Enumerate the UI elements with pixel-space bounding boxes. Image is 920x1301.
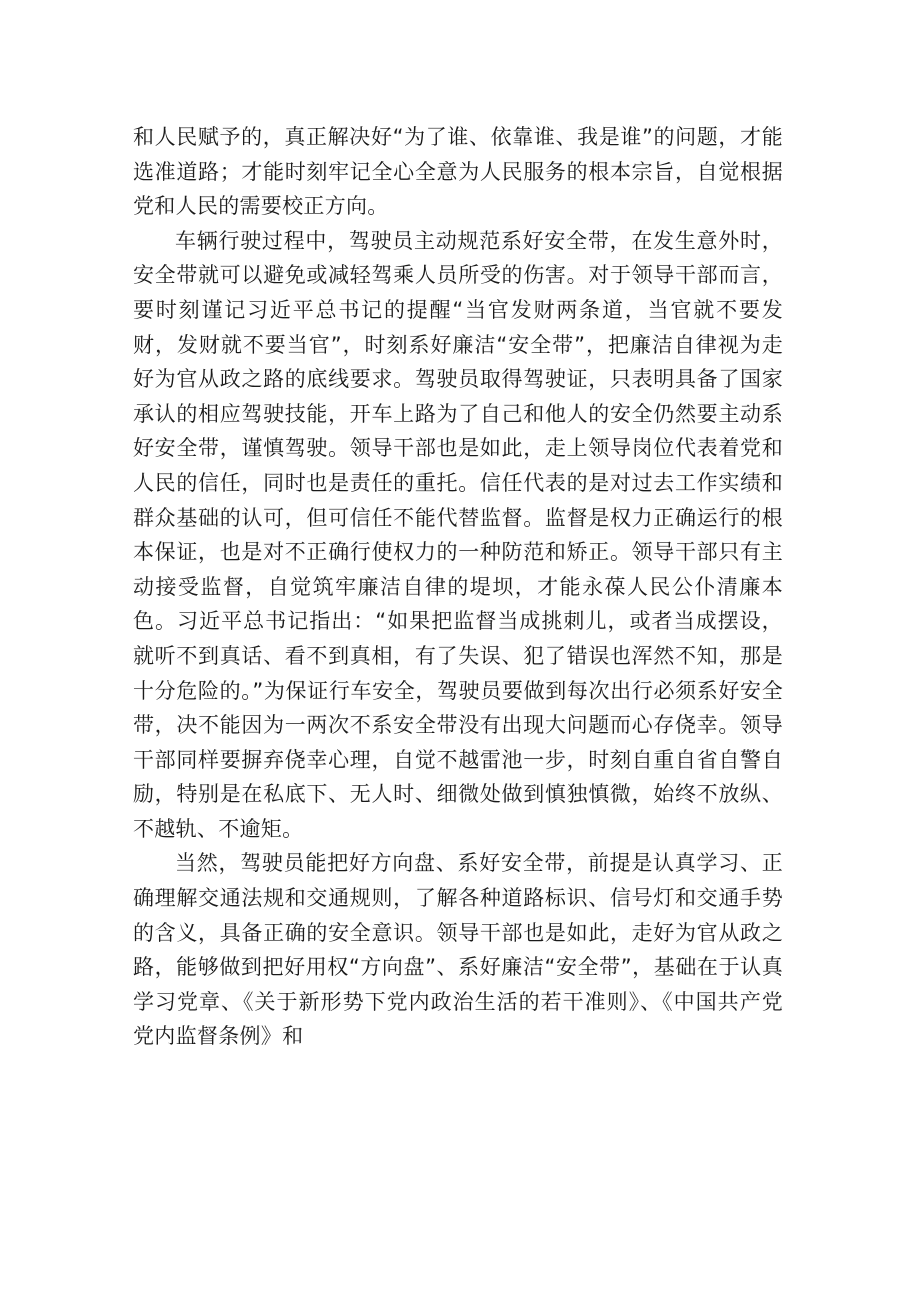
document-body [133, 120, 783, 1054]
paragraph-3: 当然，驾驶员能把好方向盘、系好安全带，前提是认真学习、正确理解交通法规和交通规则，了解各种道路标识、信号灯和交通手势的含义，具备正确的安全意识。领导干部也是如此，走好为官从政之路，能够做到把好用权“方向盘”、系好廉洁“安全带”，基础在于认真学习党章、《关于新形势下党内政治生活的若干准则》、《中国共产党党内监督条例》和 [133, 851, 783, 1049]
paragraph-2: 车辆行驶过程中，驾驶员主动规范系好安全带，在发生意外时，安全带就可以避免或减轻驾乘人员所受的伤害。对于领导干部而言，要时刻谨记习近平总书记的提醒“当官发财两条道，当官就不要发财，发财就不要当官”，时刻系好廉洁“安全带”，把廉洁自律视为走好为官从政之路的底线要求。驾驶员取得驾驶证，只表明具备了国家承认的相应驾驶技能，开车上路为了自己和他人的安全仍然要主动系好安全带，谨慎驾驶。领导干部也是如此，走上领导岗位代表着党和人民的信任，同时也是责任的重托。信任代表的是对过去工作实绩和群众基础的认可，但可信任不能代替监督。监督是权力正确运行的根本保证，也是对不正确行使权力的一种防范和矫正。领导干部只有主动接受监督，自觉筑牢廉洁自律的堤坝，才能永葆人民公仆清廉本色。习近平总书记指出：“如果把监督当成挑刺儿，或者当成摆设，就听不到真话、看不到真相，有了失误、犯了错误也浑然不知，那是十分危险的。”为保证行车安全，驾驶员要做到每次出行必须系好安全带，决不能因为一两次不系安全带没有出现大问题而心存侥幸。领导干部同样要摒弃侥幸心理，自觉不越雷池一步，时刻自重自省自警自励，特别是在私底下、无人时、细微处做到慎独慎微，始终不放纵、不越轨、不逾矩。 [133, 228, 783, 841]
paragraph-1: 和人民赋予的，真正解决好“为了谁、依靠谁、我是谁”的问题，才能选准道路；才能时刻牢记全心全意为人民服务的根本宗旨，自觉根据党和人民的需要校正方向。 [133, 125, 783, 219]
